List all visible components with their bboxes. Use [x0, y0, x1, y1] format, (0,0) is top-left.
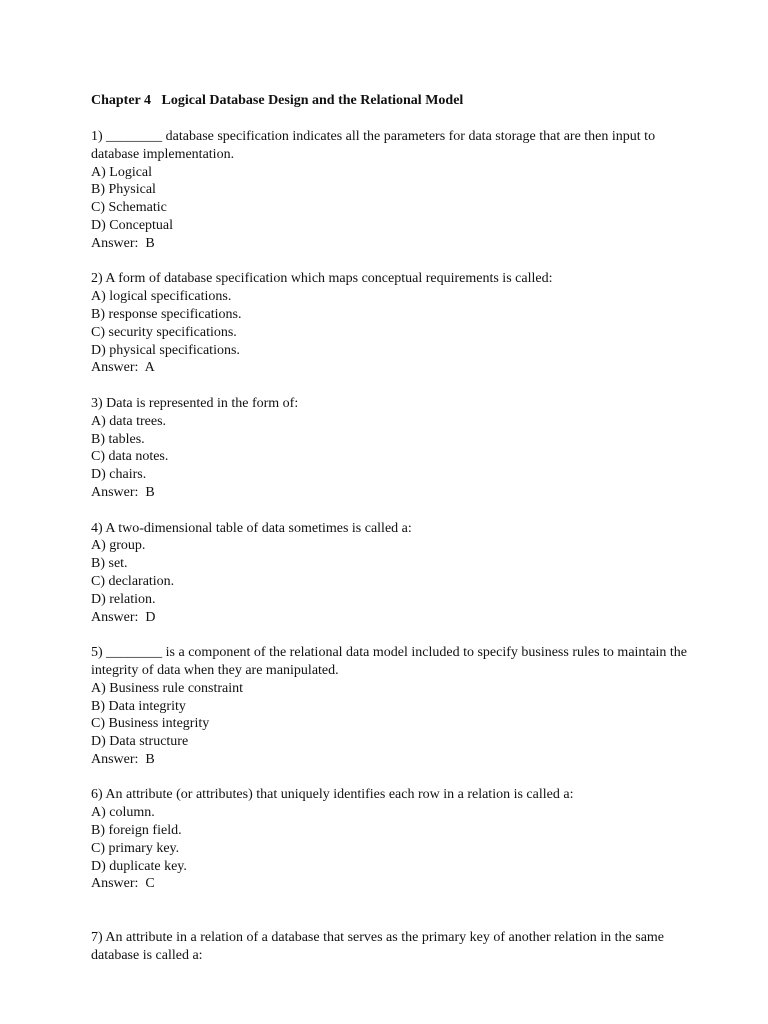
question-3	[91, 395, 691, 502]
option-a: A) column.	[91, 805, 155, 821]
question-stem: 4) A two-dimensional table of data sometimes is called a:	[91, 520, 412, 536]
option-a: A) Logical	[91, 164, 153, 180]
option-d: D) physical specifications.	[91, 342, 240, 358]
question-1	[91, 128, 691, 253]
option-a: A) data trees.	[91, 413, 167, 429]
spacer	[91, 502, 691, 520]
answer: Answer: B	[91, 484, 155, 500]
option-d: D) chairs.	[91, 467, 147, 483]
option-c: C) Business integrity	[91, 716, 210, 732]
option-c: C) primary key.	[91, 840, 180, 856]
option-c: C) security specifications.	[91, 324, 237, 340]
option-b: B) tables.	[91, 431, 145, 447]
question-2	[91, 270, 691, 377]
question-stem: 3) Data is represented in the form of:	[91, 395, 299, 411]
option-c: C) declaration.	[91, 573, 175, 589]
spacer	[91, 253, 691, 271]
question-stem: 5) ________ is a component of the relational data model included to specify business rules to maintain the integrity of data when they are manipulated.	[91, 645, 688, 678]
option-b: B) Data integrity	[91, 698, 186, 714]
answer: Answer: B	[91, 751, 155, 767]
answer: Answer: A	[91, 360, 155, 376]
option-c: C) data notes.	[91, 449, 169, 465]
spacer	[91, 377, 691, 395]
option-a: A) group.	[91, 538, 146, 554]
question-6	[91, 786, 691, 893]
question-7	[91, 929, 691, 965]
question-5	[91, 644, 691, 769]
option-d: D) relation.	[91, 591, 156, 607]
option-b: B) set.	[91, 556, 128, 572]
option-c: C) Schematic	[91, 200, 167, 216]
option-b: B) response specifications.	[91, 306, 242, 322]
question-stem: 2) A form of database specification which maps conceptual requirements is called:	[91, 271, 553, 287]
option-b: B) Physical	[91, 182, 156, 198]
question-4	[91, 520, 691, 627]
option-a: A) logical specifications.	[91, 289, 232, 305]
option-d: D) Data structure	[91, 734, 189, 750]
answer: Answer: D	[91, 609, 156, 625]
chapter-title: Chapter 4 Logical Database Design and the Relational Model	[91, 93, 464, 108]
document-page	[91, 92, 691, 964]
answer: Answer: B	[91, 235, 155, 251]
question-stem: 7) An attribute in a relation of a database that serves as the primary key of another relation in the same database is called a:	[91, 929, 665, 963]
spacer	[91, 626, 691, 644]
question-stem: 6) An attribute (or attributes) that uniquely identifies each row in a relation is called a:	[91, 787, 574, 803]
spacer	[91, 769, 691, 787]
option-d: D) Conceptual	[91, 217, 174, 233]
spacer	[91, 893, 691, 929]
option-b: B) foreign field.	[91, 823, 182, 839]
question-stem: 1) ________ database specification indicates all the parameters for data storage that are then input to database implementation.	[91, 129, 656, 162]
answer: Answer: C	[91, 876, 155, 892]
option-d: D) duplicate key.	[91, 858, 187, 874]
option-a: A) Business rule constraint	[91, 680, 244, 696]
